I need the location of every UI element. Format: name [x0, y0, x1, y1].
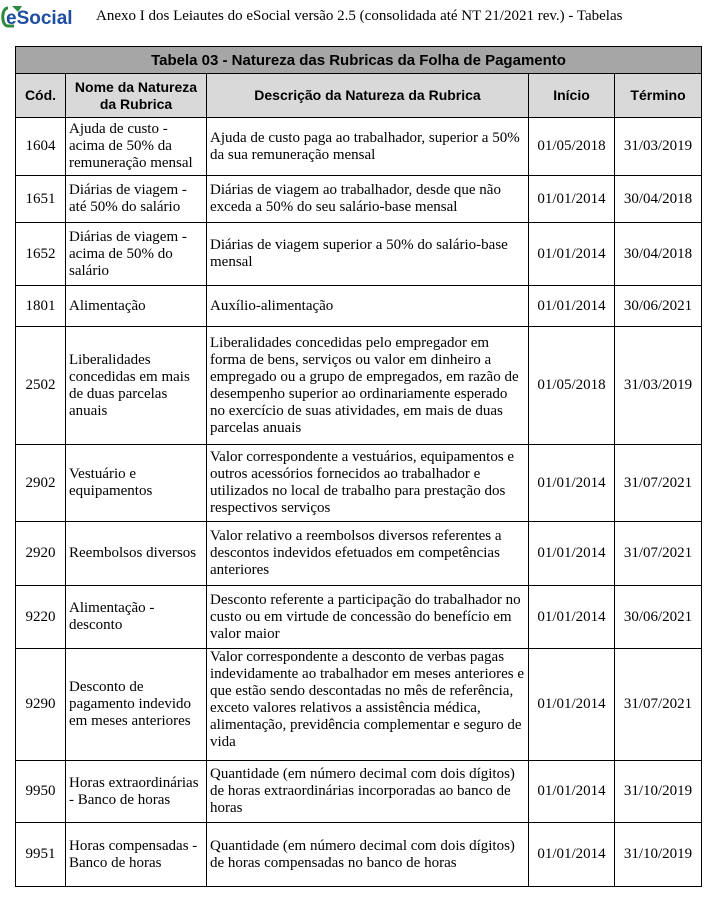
row-termino: 31/10/2019 [615, 823, 702, 887]
row-inicio: 01/01/2014 [529, 286, 615, 327]
table-row [16, 586, 702, 649]
esocial-logo [0, 4, 84, 30]
row-inicio: 01/01/2014 [529, 223, 615, 286]
table-row [16, 286, 702, 327]
row-termino: 31/07/2021 [615, 522, 702, 586]
row-descricao: Valor relativo a reembolsos diversos referentes a descontos indevidos efetuados em competências anteriores [207, 522, 529, 586]
row-termino: 30/04/2018 [615, 223, 702, 286]
row-cod: 1604 [16, 118, 66, 176]
row-descricao: Auxílio-alimentação [207, 286, 529, 327]
row-termino: 30/04/2018 [615, 176, 702, 223]
row-termino: 31/03/2019 [615, 118, 702, 176]
row-cod: 1651 [16, 176, 66, 223]
row-descricao-text: Valor correspondente a desconto de verbas pagas indevidamente ao trabalhador em meses anteriores e que estão sendo descontadas no mês de referência, exceto valores relativos a assistência médica, alimentação, previdência complementar e seguro de vida [210, 649, 525, 750]
row-nome: Alimentação [66, 286, 207, 327]
row-termino: 31/03/2019 [615, 327, 702, 445]
row-nome: Ajuda de custo - acima de 50% da remuneração mensal [66, 118, 207, 176]
row-inicio: 01/01/2014 [529, 445, 615, 522]
row-cod: 9290 [16, 649, 66, 761]
row-nome: Diárias de viagem - até 50% do salário [66, 176, 207, 223]
row-descricao [207, 649, 529, 761]
row-termino: 31/07/2021 [615, 649, 702, 761]
row-nome: Diárias de viagem - acima de 50% do salário [66, 223, 207, 286]
row-termino: 31/07/2021 [615, 445, 702, 522]
row-cod: 9950 [16, 761, 66, 823]
row-cod: 2502 [16, 327, 66, 445]
table-row [16, 445, 702, 522]
row-cod: 2902 [16, 445, 66, 522]
row-nome: Horas extraordinárias - Banco de horas [66, 761, 207, 823]
row-nome: Reembolsos diversos [66, 522, 207, 586]
row-inicio: 01/01/2014 [529, 586, 615, 649]
row-descricao: Ajuda de custo paga ao trabalhador, superior a 50% da sua remuneração mensal [207, 118, 529, 176]
table-row [16, 823, 702, 887]
table-row [16, 223, 702, 286]
row-termino: 30/06/2021 [615, 286, 702, 327]
row-descricao: Diárias de viagem ao trabalhador, desde que não exceda a 50% do seu salário-base mensal [207, 176, 529, 223]
row-inicio: 01/01/2014 [529, 761, 615, 823]
row-descricao: Quantidade (em número decimal com dois dígitos) de horas extraordinárias incorporadas ao banco de horas [207, 761, 529, 823]
row-descricao: Diárias de viagem superior a 50% do salário-base mensal [207, 223, 529, 286]
table-row [16, 761, 702, 823]
row-inicio: 01/01/2014 [529, 522, 615, 586]
row-cod: 1652 [16, 223, 66, 286]
rubricas-table [15, 46, 702, 887]
table-row [16, 118, 702, 176]
col-header-inicio: Início [529, 74, 615, 118]
row-termino: 30/06/2021 [615, 586, 702, 649]
row-descricao: Valor correspondente a vestuários, equipamentos e outros acessórios fornecidos ao trabalhador e utilizados no local de trabalho para prestação dos respectivos serviços [207, 445, 529, 522]
row-inicio: 01/01/2014 [529, 176, 615, 223]
table-row [16, 522, 702, 586]
row-nome: Desconto de pagamento indevido em meses anteriores [66, 649, 207, 761]
row-inicio: 01/01/2014 [529, 823, 615, 887]
page-header [0, 0, 718, 40]
table-title: Tabela 03 - Natureza das Rubricas da Folha de Pagamento [16, 47, 702, 74]
table-row [16, 176, 702, 223]
row-cod: 9220 [16, 586, 66, 649]
col-header-descricao: Descrição da Natureza da Rubrica [207, 74, 529, 118]
col-header-nome: Nome da Natureza da Rubrica [66, 74, 207, 118]
col-header-termino: Término [615, 74, 702, 118]
row-descricao: Quantidade (em número decimal com dois dígitos) de horas compensadas no banco de horas [207, 823, 529, 887]
row-inicio: 01/05/2018 [529, 327, 615, 445]
document-title: Anexo I dos Leiautes do eSocial versão 2.5 (consolidada até NT 21/2021 rev.) - Tabelas [96, 8, 623, 24]
row-cod: 9951 [16, 823, 66, 887]
table-row [16, 649, 702, 761]
table-row [16, 327, 702, 445]
row-nome: Horas compensadas - Banco de horas [66, 823, 207, 887]
row-inicio: 01/05/2018 [529, 118, 615, 176]
row-descricao: Desconto referente a participação do trabalhador no custo ou em virtude de concessão do benefício em valor maior [207, 586, 529, 649]
row-cod: 1801 [16, 286, 66, 327]
logo-text: eSocial [6, 8, 73, 29]
col-header-cod: Cód. [16, 74, 66, 118]
row-nome: Vestuário e equipamentos [66, 445, 207, 522]
row-inicio: 01/01/2014 [529, 649, 615, 761]
row-nome: Liberalidades concedidas em mais de duas parcelas anuais [66, 327, 207, 445]
row-cod: 2920 [16, 522, 66, 586]
row-descricao: Liberalidades concedidas pelo empregador em forma de bens, serviços ou valor em dinheiro a empregado ou a grupo de empregados, em razão de desempenho superior ao ordinariamente esperado no exercício de suas atividades, em mais de duas parcelas anuais [207, 327, 529, 445]
row-termino: 31/10/2019 [615, 761, 702, 823]
row-nome: Alimentação - desconto [66, 586, 207, 649]
